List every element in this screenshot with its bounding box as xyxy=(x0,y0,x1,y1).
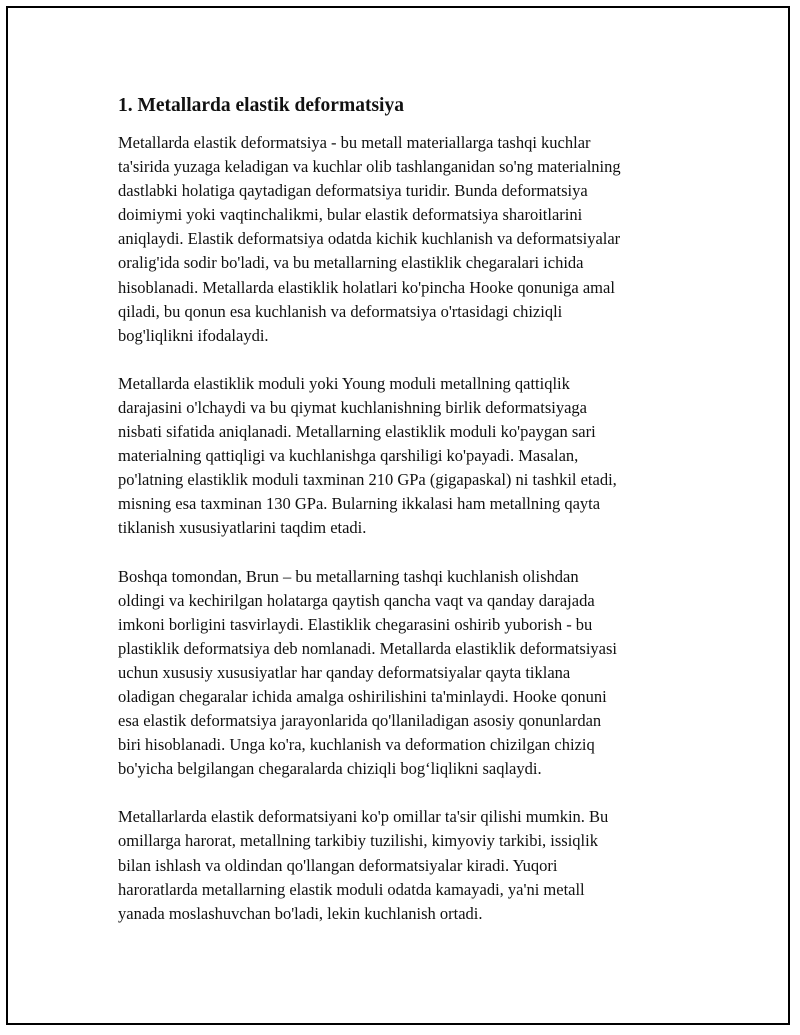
paragraph-4: Metallarlarda elastik deformatsiyani ko'p omillar ta'sir qilishi mumkin. Bu omillarga harorat, metallning tarkibiy tuzilishi, kimyoviy tarkibi, issiqlik bilan ishlash va oldindan qo'llangan deformatsiyalar kiradi. Yuqori haroratlarda metallarning elastik moduli odatda kamayadi, ya'ni metall yanada moslashuvchan bo'ladi, lekin kuchlanish ortadi. xyxy=(118,807,609,923)
section-heading: 1. Metallarda elastik deformatsiya xyxy=(118,95,404,116)
paragraph-2: Metallarda elastiklik moduli yoki Young moduli metallning qattiqlik darajasini o'lchaydi va bu qiymat kuchlanishning birlik deformatsiyaga nisbati sifatida aniqlanadi. Metallarning elastiklik moduli ko'paygan sari materialning qattiqligi va kuchlanishga qarshiligi ko'payadi. Masalan, po'latning elastiklik moduli taxminan 210 GPa (gigapaskal) ni tashkil etadi, misning esa taxminan 130 GPa. Bularning ikkalasi ham metallning qayta tiklanish xususiyatlarini taqdim etadi. xyxy=(118,373,617,538)
paragraph-3: Boshqa tomondan, Brun – bu metallarning tashqi kuchlanish olishdan oldingi va kechirilgan holatarga qaytish qancha vaqt va qanday darajada imkoni borligini tasvirlaydi. Elastiklik chegarasini oshirib yuborish - bu plastiklik deformatsiya deb nomlanadi. Metallarda elastiklik deformatsiyasi uchun xususiy xususiyatlar har qanday deformatsiyalar qayta tiklana oladigan chegaralar ichida amalga oshirilishini ta'minlaydi. Hooke qonuni esa elastik deformatsiya jarayonlarida qo'llaniladigan asosiy qonunlardan biri hisoblanadi. Unga ko'ra, kuchlanish va deformation chizilgan chiziq bo'yicha belgilangan chegaralarda chiziqli bog‘liqlikni saqlaydi. xyxy=(118,566,617,779)
paragraph-1: Metallarda elastik deformatsiya - bu metall materiallarga tashqi kuchlar ta'sirida yuzaga keladigan va kuchlar olib tashlanganidan so'ng materialning dastlabki holatiga qaytadigan deformatsiya turidir. Bunda deformatsiya doimiymi yoki vaqtinchalikmi, bular elastik deformatsiya sharoitlarini aniqlaydi. Elastik deformatsiya odatda kichik kuchlanish va deformatsiyalar oralig'ida sodir bo'ladi, va bu metallarning elastiklik chegaralari ichida hisoblanadi. Metallarda elastiklik holatlari ko'pincha Hooke qonuniga amal qiladi, bu qonun esa kuchlanish va deformatsiya o'rtasidagi chiziqli bog'liqlikni ifodalaydi. xyxy=(118,133,621,345)
document-body xyxy=(118,93,688,950)
